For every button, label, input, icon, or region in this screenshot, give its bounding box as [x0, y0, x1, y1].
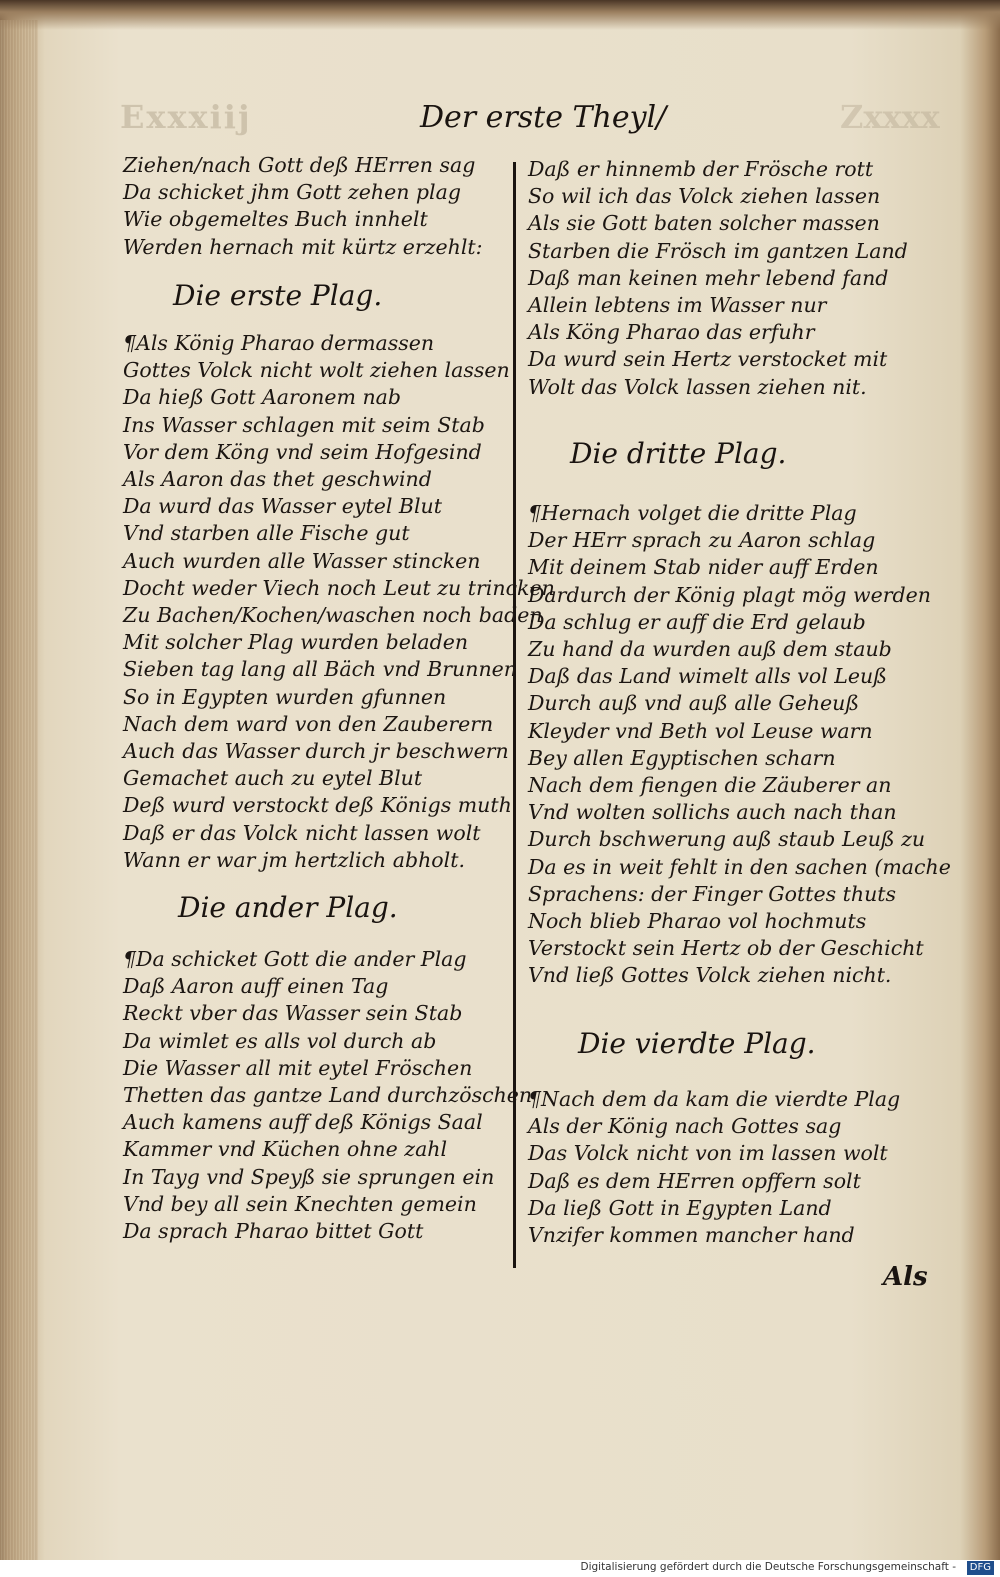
verse-line: Als sie Gott baten solcher massen	[528, 211, 880, 236]
verse-line: So in Egypten wurden gfunnen	[123, 684, 447, 709]
verse-line: Durch bschwerung auß staub Leuß zu	[528, 827, 926, 852]
verse-line: Thetten das gantze Land durchzöschen	[123, 1083, 533, 1107]
verse-line: Da sprach Pharao bittet Gott	[123, 1219, 424, 1243]
verse-line: Da ließ Gott in Egypten Land	[528, 1195, 832, 1220]
verse-line: Deß wurd verstockt deß Königs muth	[123, 793, 512, 818]
verse-line: Vor dem Köng vnd seim Hofgesind	[123, 439, 482, 464]
section-heading: Die ander Plag.	[178, 891, 398, 924]
section-heading: Die vierdte Plag.	[578, 1027, 816, 1060]
running-head: Der erste Theyl/	[420, 100, 667, 135]
section-heading: Die erste Plag.	[173, 279, 383, 312]
top-page-edge	[0, 0, 1000, 30]
verse-line: Als Aaron das thet geschwind	[123, 467, 432, 491]
verse-line: Daß er hinnemb der Frösche rott	[528, 157, 874, 181]
verse-line: Daß es dem HErren opffern solt	[528, 1168, 861, 1193]
verse-line: Durch auß vnd auß alle Geheuß	[528, 691, 860, 716]
catchword: Als	[883, 1262, 928, 1292]
verse-line: Die Wasser all mit eytel Fröschen	[123, 1055, 473, 1080]
verse-line: Als Köng Pharao das erfuhr	[528, 320, 815, 345]
verse-line: Vnd ließ Gottes Volck ziehen nicht.	[528, 963, 892, 988]
verse-line: Verstockt sein Hertz ob der Geschicht	[528, 936, 924, 961]
verse-line: Vnzifer kommen mancher hand	[528, 1223, 855, 1247]
verse-line: Kammer vnd Küchen ohne zahl	[123, 1137, 448, 1162]
verse-line: Wann er war jm hertzlich abholt.	[123, 847, 465, 872]
verse-line: ¶Da schicket Gott die ander Plag	[123, 947, 467, 971]
verse-line: ¶Als König Pharao dermassen	[123, 331, 435, 355]
verse-line: Docht weder Viech noch Leut zu trincken	[123, 575, 555, 600]
verse-line: Auch das Wasser durch jr beschwern	[123, 739, 509, 763]
verse-line: Nach dem fiengen die Zäuberer an	[528, 773, 892, 797]
verse-line: Da es in weit fehlt in den sachen (mache	[528, 854, 951, 879]
verse-line: Wie obgemeltes Buch innhelt	[123, 207, 428, 232]
verse-line: Nach dem ward von den Zauberern	[123, 711, 494, 736]
verse-line: Der HErr sprach zu Aaron schlag	[528, 528, 876, 553]
verse-line: Vnd wolten sollichs auch nach than	[528, 800, 897, 825]
verse-line: So wil ich das Volck ziehen lassen	[528, 184, 881, 209]
verse-line: Da schicket jhm Gott zehen plag	[123, 180, 461, 205]
verse-line: Gottes Volck nicht wolt ziehen lassen	[123, 358, 510, 383]
verse-line: Ins Wasser schlagen mit seim Stab	[123, 412, 485, 437]
verse-line: Daß Aaron auff einen Tag	[123, 974, 389, 999]
verse-line: Ziehen/nach Gott deß HErren sag	[123, 153, 476, 177]
verse-line: Daß man keinen mehr lebend fand	[528, 265, 889, 290]
verse-line: Sprachens: der Finger Gottes thuts	[528, 881, 897, 906]
verse-line: Daß er das Volck nicht lassen wolt	[123, 820, 481, 845]
verse-line: Wolt das Volck lassen ziehen nit.	[528, 374, 867, 399]
bleed-through-right: Zxxxx	[840, 98, 940, 136]
verse-line: Mit deinem Stab nider auff Erden	[528, 555, 879, 580]
verse-line: Da wurd sein Hertz verstocket mit	[528, 347, 888, 372]
verse-line: Noch blieb Pharao vol hochmuts	[528, 909, 867, 933]
verse-line: Werden hernach mit kürtz erzehlt:	[123, 234, 483, 259]
verse-line: Sieben tag lang all Bäch vnd Brunnen	[123, 657, 517, 682]
verse-line: ¶Nach dem da kam die vierdte Plag	[528, 1087, 901, 1111]
verse-line: Reckt vber das Wasser sein Stab	[123, 1001, 463, 1026]
verse-line: Daß das Land wimelt alls vol Leuß	[528, 664, 887, 689]
verse-line: Starben die Frösch im gantzen Land	[528, 238, 908, 263]
footer-credit: Digitalisierung gefördert durch die Deutsche Forschungsgemeinschaft -	[580, 1561, 956, 1573]
page-stack-edge	[0, 20, 38, 1560]
verse-line: Da schlug er auff die Erd gelaub	[528, 609, 866, 634]
verse-line: ¶Hernach volget die dritte Plag	[528, 501, 857, 525]
verse-line: In Tayg vnd Speyß sie sprungen ein	[123, 1164, 495, 1189]
verse-line: Kleyder vnd Beth vol Leuse warn	[528, 718, 873, 743]
section-heading: Die dritte Plag.	[570, 437, 787, 470]
verse-line: Auch kamens auff deß Königs Saal	[123, 1110, 483, 1135]
verse-line: Da wimlet es alls vol durch ab	[123, 1028, 437, 1053]
verse-line: Da wurd das Wasser eytel Blut	[123, 494, 442, 519]
dfg-logo: DFG	[967, 1561, 994, 1575]
verse-line: Bey allen Egyptischen scharn	[528, 745, 836, 770]
verse-line: Vnd starben alle Fische gut	[123, 521, 410, 546]
verse-line: Auch wurden alle Wasser stincken	[123, 548, 481, 573]
verse-line: Als der König nach Gottes sag	[528, 1114, 842, 1139]
verse-line: Zu hand da wurden auß dem staub	[528, 637, 892, 661]
bleed-through-left: Exxxiij	[120, 98, 252, 136]
verse-line: Gemachet auch zu eytel Blut	[123, 766, 423, 791]
verse-line: Dardurch der König plagt mög werden	[528, 582, 931, 607]
verse-line: Da hieß Gott Aaronem nab	[123, 385, 401, 410]
verse-line: Zu Bachen/Kochen/waschen noch baden	[123, 603, 543, 627]
verse-line: Vnd bey all sein Knechten gemein	[123, 1191, 477, 1216]
verse-line: Allein lebtens im Wasser nur	[528, 293, 827, 317]
verse-line: Das Volck nicht von im lassen wolt	[528, 1141, 888, 1166]
verse-line: Mit solcher Plag wurden beladen	[123, 630, 469, 655]
